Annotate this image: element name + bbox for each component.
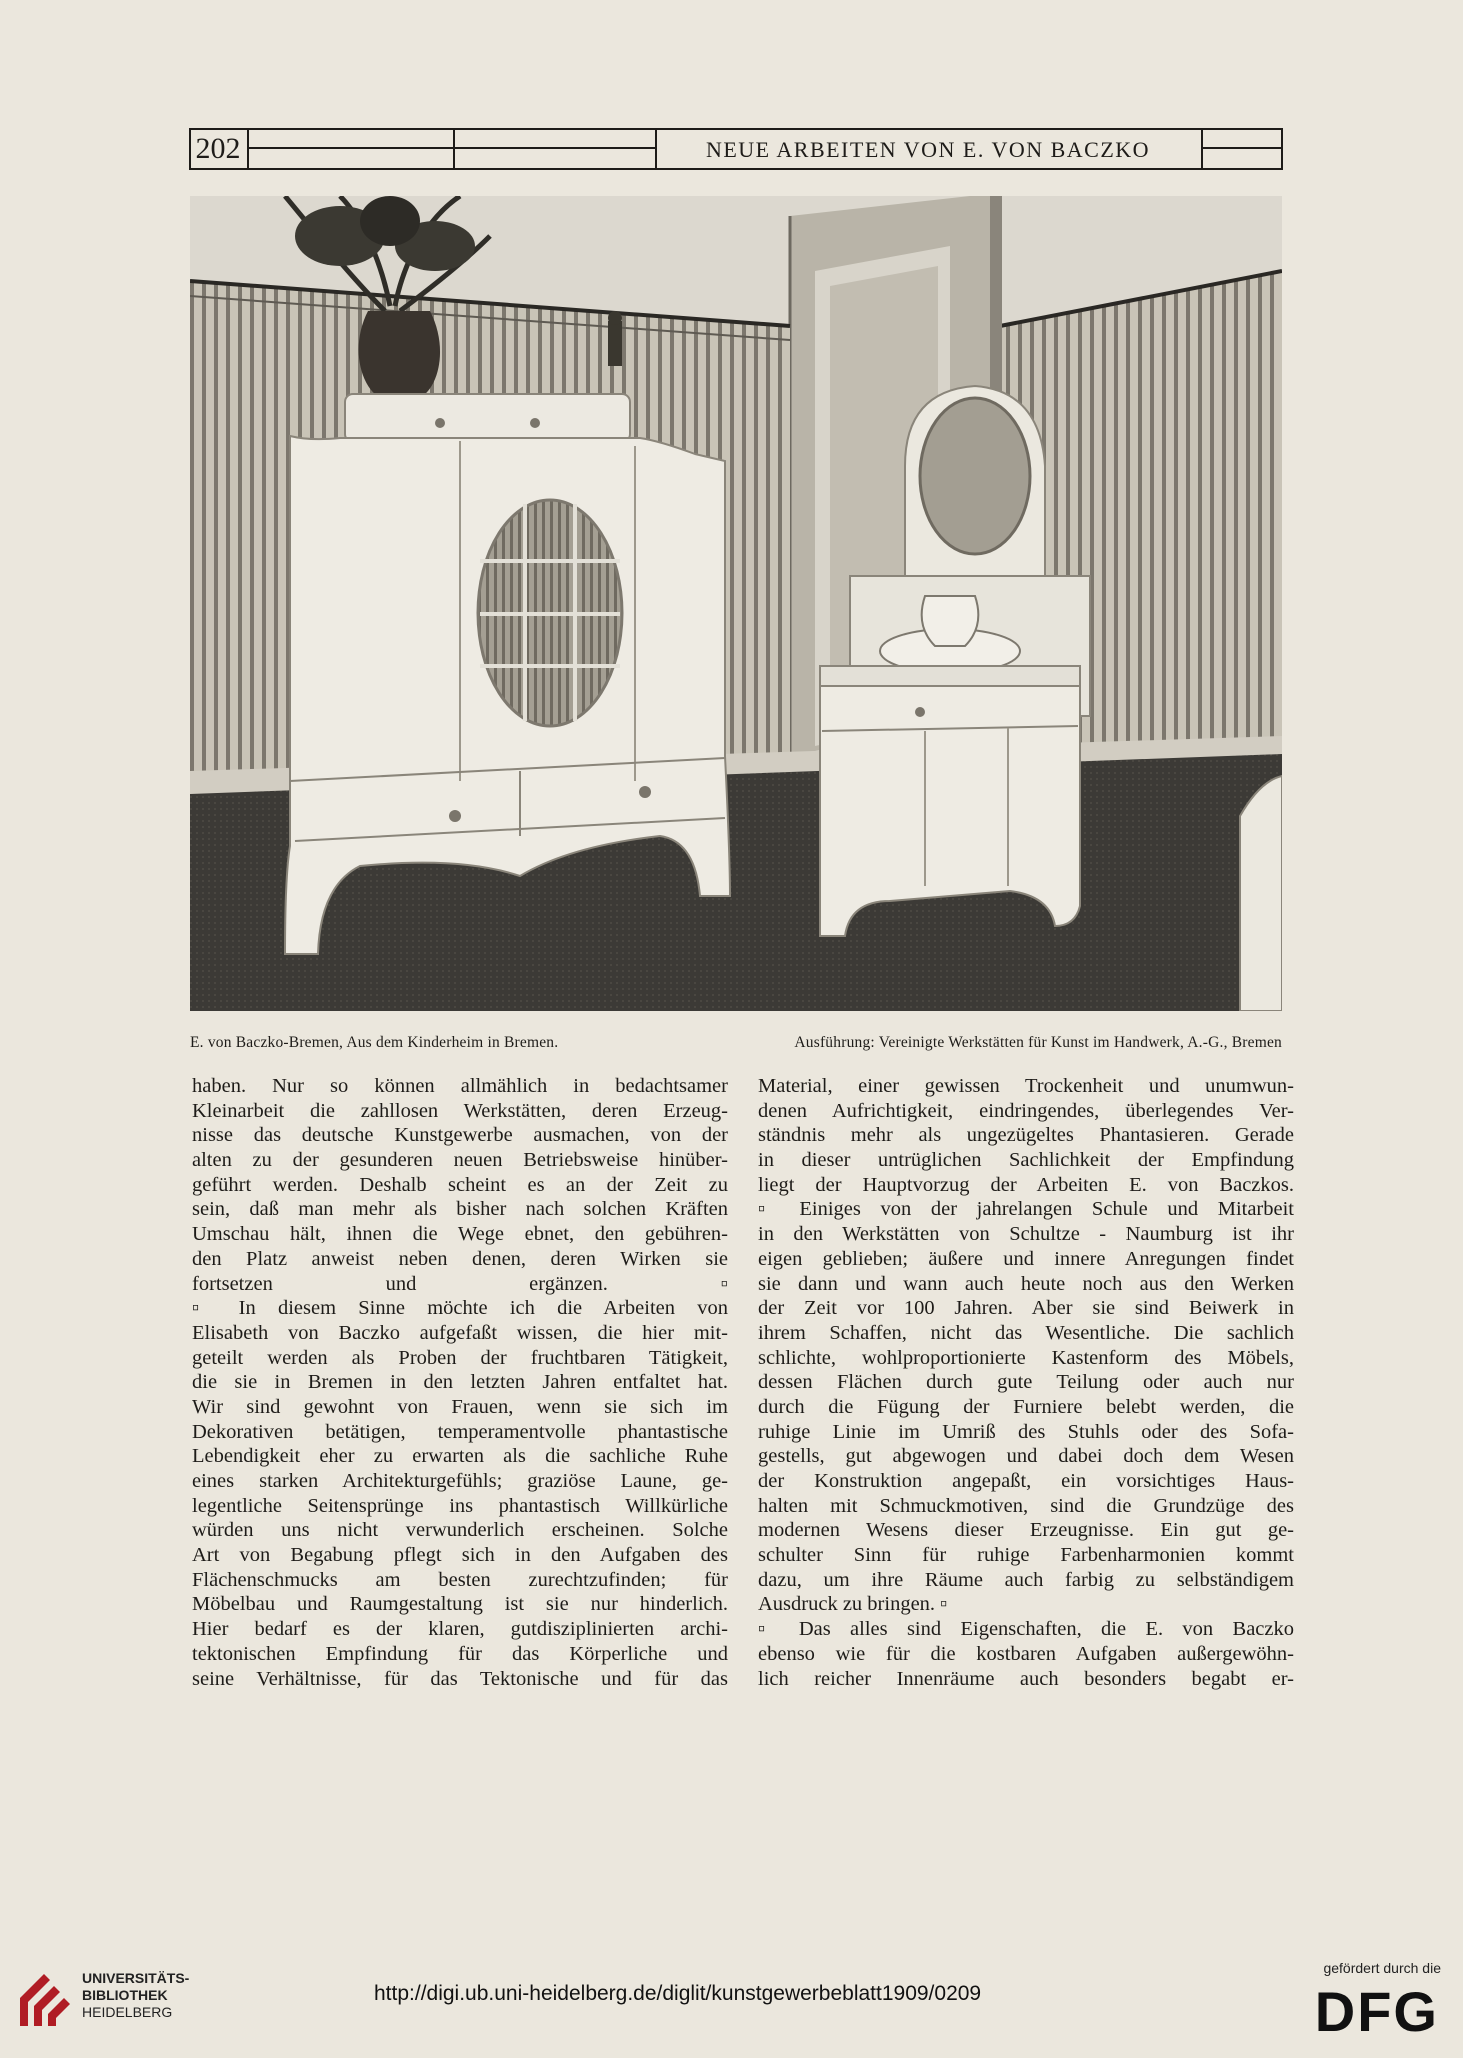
text-line: legentliche Seitensprünge ins phantastisch Willkürliche — [192, 1494, 728, 1517]
text-line: den Platz anweist neben denen, deren Wirken sie — [192, 1247, 728, 1270]
header-rule — [1201, 147, 1281, 149]
figurine — [608, 321, 622, 366]
text-line: lich reicher Innenräume auch besonders begabt er- — [758, 1667, 1294, 1690]
text-line: Dekorativen betätigen, temperamentvolle phantastische — [192, 1420, 728, 1443]
caption-designer: E. von Baczko-Bremen, Aus dem Kinderheim in Bremen. — [190, 1034, 559, 1051]
text-line: durch die Fügung der Furniere belebt werden, die — [758, 1395, 1294, 1418]
text-line: nisse das deutsche Kunstgewerbe ausmachen, von der — [192, 1124, 728, 1147]
text-line: Ausdruck zu bringen. ▫ — [758, 1593, 948, 1616]
text-line: liegt der Hauptvorzug der Arbeiten E. von Baczkos. — [758, 1173, 1294, 1196]
text-line: Elisabeth von Baczko aufgefaßt wissen, die hier mit- — [192, 1321, 728, 1344]
text-line: sein, daß man mehr als bisher nach solchen Kräften — [192, 1198, 728, 1221]
text-line: ebenso wie für die kostbaren Aufgaben außergewöhn- — [758, 1642, 1294, 1665]
text-line: alten zu der gesunderen neuen Betriebsweise hinüber- — [192, 1149, 728, 1172]
text-column-right — [758, 1074, 1294, 1691]
text-line: Material, einer gewissen Trockenheit und unumwun- — [758, 1075, 1294, 1097]
text-line: Umschau hält, ihnen die Wege ebnet, den gebühren- — [192, 1223, 728, 1246]
text-line: Lebendigkeit eher zu erwarten als die sachliche Ruhe — [192, 1445, 728, 1468]
text-line: gestells, gut abgewogen und dabei doch dem Wesen — [758, 1445, 1294, 1468]
header-divider — [1201, 128, 1203, 170]
text-line: Wir sind gewohnt von Frauen, wenn sie sich im — [192, 1395, 728, 1418]
text-line: Hier bedarf es der klaren, gutdisziplinierten archi- — [192, 1618, 728, 1641]
furniture-photograph — [190, 196, 1282, 1011]
text-line: seine Verhältnisse, für das Tektonische und für das — [192, 1667, 728, 1690]
library-name-line: HEIDELBERG — [82, 2004, 173, 2020]
text-line: ständnis mehr als ungezügeltes Phantasieren. Gerade — [758, 1124, 1294, 1147]
text-line: halten mit Schmuckmotiven, sind die Grundzüge des — [758, 1494, 1294, 1517]
text-line: modernen Wesens dieser Erzeugnisse. Ein gut ge- — [758, 1519, 1294, 1542]
text-line: der Konstruktion angepaßt, ein vorsichtiges Haus- — [758, 1470, 1294, 1492]
text-line: Art von Begabung pflegt sich in den Aufgaben des — [192, 1544, 728, 1567]
running-title: NEUE ARBEITEN VON E. VON BACZKO — [705, 137, 1151, 162]
text-line: tektonischen Empfindung für das Körperliche und — [192, 1642, 728, 1665]
text-line: ruhige Linie im Umriß des Stuhls oder des Sofa- — [758, 1420, 1294, 1443]
text-line: in dieser untrüglichen Sachlichkeit der Empfindung — [758, 1149, 1294, 1172]
running-header — [189, 128, 1283, 170]
text-line: in den Werkstätten von Schultze - Naumburg ist ihr — [758, 1223, 1294, 1246]
text-line: dessen Flächen durch gute Teilung oder auch nur — [758, 1371, 1294, 1394]
permalink-url[interactable]: http://digi.ub.uni-heidelberg.de/diglit/kunstgewerbeblatt1909/0209 — [374, 1982, 982, 2005]
text-line: denen Aufrichtigkeit, eindringendes, überlegendes Ver- — [758, 1099, 1294, 1122]
caption-maker: Ausführung: Vereinigte Werkstätten für Kunst im Handwerk, A.-G., Bremen — [794, 1034, 1282, 1051]
text-line: die sie in Bremen in den letzten Jahren entfaltet hat. — [192, 1371, 728, 1394]
text-line: eines starken Architekturgefühls; graziöse Laune, ge- — [192, 1470, 728, 1492]
header-divider — [453, 128, 455, 170]
text-column-left — [192, 1074, 728, 1691]
text-line: schulter Sinn für ruhige Farbenharmonien kommt — [758, 1544, 1294, 1567]
text-line: der Zeit vor 100 Jahren. Aber sie sind Beiwerk in — [758, 1297, 1294, 1320]
text-line: eigen geblieben; äußere und innere Anregungen findet — [758, 1247, 1294, 1270]
library-name — [82, 1970, 189, 2021]
header-rule — [249, 147, 655, 149]
chair-edge — [1240, 776, 1282, 1011]
page-number: 202 — [189, 128, 249, 170]
funding-note: gefördert durch die — [1323, 1960, 1441, 1976]
text-line: ▫ Einiges von der jahrelangen Schule und Mitarbeit — [758, 1198, 1294, 1221]
text-line: geführt werden. Deshalb scheint es an der Zeit zu — [192, 1173, 728, 1196]
text-line: Kleinarbeit die zahllosen Werkstätten, deren Erzeug- — [192, 1099, 728, 1122]
text-line: Flächenschmucks am besten zurechtzufinden; für — [192, 1568, 728, 1591]
text-line: geteilt werden als Proben der fruchtbaren Tätigkeit, — [192, 1346, 728, 1369]
text-line: dazu, um ihre Räume auch farbig zu selbständigem — [758, 1568, 1294, 1591]
text-line: ▫ Das alles sind Eigenschaften, die E. von Baczko — [758, 1618, 1294, 1641]
text-line: würden uns nicht verwunderlich erscheinen. Solche — [192, 1519, 728, 1542]
text-line: Möbelbau und Raumgestaltung ist sie nur hinderlich. — [192, 1593, 728, 1616]
text-line: ▫ In diesem Sinne möchte ich die Arbeiten von — [192, 1297, 728, 1320]
library-name-line: BIBLIOTHEK — [82, 1987, 168, 2003]
text-line: fortsetzen und ergänzen. ▫ — [192, 1272, 728, 1295]
text-line: schlichte, wohlproportionierte Kastenform des Möbels, — [758, 1346, 1294, 1369]
dfg-logo: DFG — [1314, 1980, 1439, 2043]
text-line: sie dann und wann auch heute noch aus den Werken — [758, 1272, 1294, 1295]
text-line: haben. Nur so können allmählich in bedachtsamer — [192, 1075, 728, 1097]
text-line: ihrem Schaffen, nicht das Wesentliche. Die sachlich — [758, 1321, 1294, 1344]
library-name-line: UNIVERSITÄTS- — [82, 1970, 190, 1986]
ub-heidelberg-logo-icon — [14, 1968, 76, 2032]
